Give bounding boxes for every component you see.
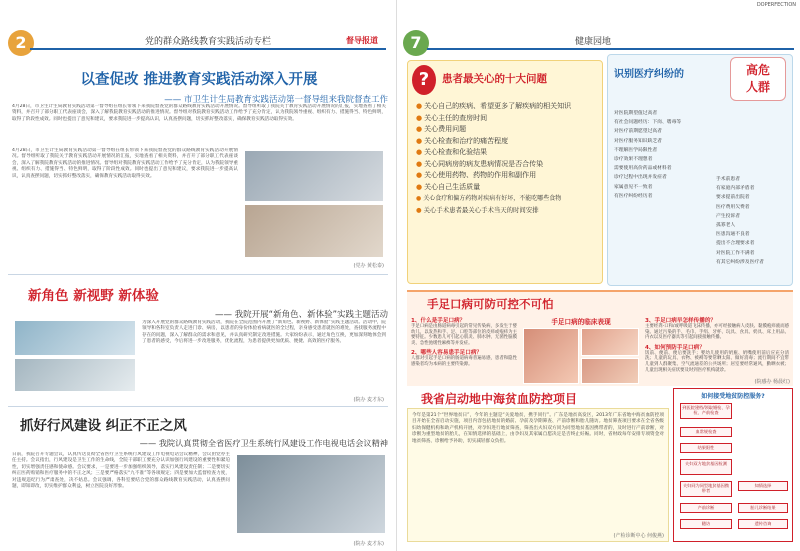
page-number: 7 bbox=[403, 30, 429, 56]
article-3-subtitle: —— 我院认真贯彻全省医疗卫生系统行风建设工作电视电话会议精神 bbox=[139, 438, 388, 448]
article-3 bbox=[10, 414, 388, 449]
risk-title: 识别医疗纠纷的 bbox=[614, 69, 684, 80]
column-tag: 督导报道 bbox=[346, 36, 378, 45]
flow-step: 血常规检查 bbox=[680, 427, 732, 437]
hfmd-title: 手足口病可防可控不可怕 bbox=[427, 297, 554, 311]
brand-mark: DOPERFECTION bbox=[756, 2, 796, 8]
risk-list-2: 手术前患者 有家庭内部矛盾者 要求提前出院者 医疗费用欠费者 产生投诉者 孤寡老人 医患沟通不良者 提出不合理要求者 对医院工作不满者 有其它纠纷涉及医疗者 bbox=[716, 177, 764, 265]
hfmd-photo-mouth bbox=[523, 328, 579, 384]
hfmd-photo-caption: 手足口病的临床表现 bbox=[551, 318, 611, 326]
top10-item: ● 关心检查和治疗的痛苦程度 bbox=[416, 136, 509, 145]
article-1-photo-1 bbox=[244, 150, 384, 202]
article-1-sign: (党办 黄松泰) bbox=[353, 263, 384, 269]
page-number: 2 bbox=[8, 30, 34, 56]
top10-item: ● 关心费用问题 bbox=[416, 125, 467, 133]
right-page bbox=[399, 0, 800, 551]
flow-step: 夫妇双方地贫基因检测 bbox=[680, 459, 732, 475]
flow-step: 结果阳性 bbox=[680, 443, 732, 453]
hfmd-sign: (院感办 杨晨红) bbox=[754, 379, 790, 385]
top10-item: ● 关心自己的疾病、希望更多了解疾病的相关知识 bbox=[416, 102, 572, 110]
question-icon: ? bbox=[412, 65, 436, 95]
article-2-photo-2 bbox=[14, 358, 136, 392]
flow-step: 随访 bbox=[680, 519, 732, 529]
top10-list bbox=[416, 101, 602, 216]
article-2-photo-1 bbox=[14, 320, 136, 356]
top10-item: ● 关心同病房的病友患病情况是否合传染 bbox=[416, 159, 544, 168]
hfmd-left-col: 1、什么是手足口病？ 手足口病是由肠道病毒引起的常见传染病，多发生于婴幼儿，以发热和手、足、口腔等部位的皮疹或疱疹为主要特征。少数患儿可引起心肌炎、肺水肿、无菌性脑膜炎、急性弛缓性麻痹等并发症。 2、哪些人容易患手足口病？ 人群对引起手足口病的肠道病毒普遍易感，患者和隐性感染者均为本病的主要传染源。 bbox=[411, 318, 517, 367]
article-1-photo-2 bbox=[244, 204, 384, 258]
top10-item: ● 关心食疗和偏方药物对疾病有好坏，不能吃哪些食物 bbox=[416, 195, 562, 202]
left-page bbox=[0, 0, 397, 551]
anemia-body: 今年是第21个“世界地贫日”，今年的主题是“关爱地贫，携手同行”。广东是地贫高发区，2013年广东省地中海贫血防控项目开始在全省启动实施，项目内容包括地贫的婚前、孕前及孕期筛查、产前诊断和胎儿随访。地贫筛查项目要求在全省各级妇幼保健机构和助产机构开展，对孕妇进行地贫筛查，筛查出夫妇双方同为同型地贫基因携带者的，及时进行产前诊断，对诊断为重型地贫的胎儿，在知情选择的基础上，由孕妇及其家属自愿决定是否终止妊娠。同时，省财政每年安排专项资金对地贫筛查、诊断给予补助，切实减轻群众负担。 bbox=[412, 413, 664, 444]
article-1 bbox=[10, 68, 388, 105]
article-1-lead: 4月28日，市卫生计生局教育实践活动第一督导组在组长带领下来我院督查党的群众路线教育实践活动开展情况。督导组听取了我院关于教育实践活动开展情况的汇报，实地查看了相关资料，并召开了部分职工代表座谈会，深入了解我院教育实践活动的推进情况。督导组对我院教育实践活动工作给予了充分肯定，认为我院领导重视、组织有力、措施得当、特色鲜明，取得了阶段性成效。同时也提出了意见和建议，要求我院进一步提高认识，认真查摆问题，切实抓好整改落实，确保教育实践活动取得实效。 bbox=[12, 104, 386, 122]
anemia-text-panel bbox=[407, 408, 669, 542]
risk-badge: 高危 人群 bbox=[730, 57, 786, 101]
hfmd-right-col: 3、手足口病早怎样传播的？ 主要经粪-口和/或呼吸道飞沫传播，亦可经接触病人皮肤、黏膜疱疹液而感染。通过污染的手、毛巾、手绢、牙杯、玩具、食具、奶具、床上用品、内衣以及医疗器具等引起间接接触传播。 4、如何预防手足口病？ 饭前、便前、便后要洗手；婴幼儿使用的奶瓶、奶嘴使用前后应充分清洗；儿童的玩具、衣物、被褥等要常晒太阳、做好消毒；流行期间不宜带儿童到人群聚集、空气流通差的公共场所；居室要经常通风，勤晒衣被；儿童出现相关症状要及时到医疗机构就诊。 bbox=[645, 318, 789, 373]
article-3-body: 日前，我院召开专题会议，认真传达贯彻全省医疗卫生系统行风建设工作电视电话会议精神，会议由党办主任主持。会议指出，行风建设是卫生工作的生命线，全院干部职工要充分认识加强行风建设的重要性和紧迫性，切实增强责任感和使命感。会议要求，一是要进一步加强组织领导，落实行风建设责任制；二是要切实纠正医药购销和医疗服务中的不正之风；三是要严格落实“九不准”等各项规定；四是要加大监督检查力度，对违规违纪行为严肃查处，决不姑息。会议强调，各科室要结合党的群众路线教育实践活动，认真查摆问题，即知即改，切实维护群众利益，树立医院良好形象。 bbox=[12, 452, 230, 490]
hfmd-photo-foot bbox=[581, 358, 639, 384]
flow-step: 胎儿诊断结果 bbox=[738, 503, 788, 513]
top10-item: ● 关心手术患者最关心手术当天的时间安排 bbox=[416, 205, 539, 214]
flow-step: 夫妇同为同型地贫基因携带者 bbox=[680, 481, 732, 497]
top10-item: ● 关心检查和化验结果 bbox=[416, 148, 488, 156]
flow-step: 产前诊断 bbox=[680, 503, 732, 513]
anemia-flow-panel bbox=[673, 388, 793, 542]
article-2-subtitle: —— 我院开展“新角色、新体验”实践主题活动 bbox=[214, 310, 388, 320]
flow-step: 到医院建档/领取婚检、孕检、产前检查 bbox=[680, 403, 732, 419]
article-3-sign: (院办 麦才东) bbox=[353, 541, 384, 547]
article-1-body: 4月28日，市卫生计生局教育实践活动第一督导组在组长带领下来我院督查党的群众路线教育实践活动开展情况。督导组听取了我院关于教育实践活动开展情况的汇报，实地查看了相关资料，并召开了部分职工代表座谈会，深入了解我院教育实践活动的推进情况。督导组对我院教育实践活动工作给予了充分肯定，认为我院领导重视、组织有力、措施得当、特色鲜明，取得了阶段性成效。同时也提出了意见和建议，要求我院进一步提高认识，认真查摆问题，切实抓好整改落实，确保教育实践活动取得实效。 bbox=[12, 148, 238, 179]
article-2-sign: (院办 麦才东) bbox=[353, 397, 384, 403]
article-3-title: 抓好行风建设 纠正不正之风 bbox=[20, 418, 187, 434]
article-2 bbox=[10, 284, 388, 320]
risk-list-1: 对医院期望值过高者 有社会问题经历：下岗、嗜毒等 对医疗前期愿望过高者 对医疗服务知识缺乏者 不理解医学局限性者 诊疗效果不理想者 需要使用高价药品或材料者 诊疗过程中出现并发症者 家属意见不一致者 有医疗纠纷经历者 bbox=[614, 111, 682, 199]
article-2-body: 为深入开展党的群众路线教育实践活动，我院在全院范围内开展了“新角色、新视野、新体验”实践主题活动。活动中，院领导和各科室负责人走进门诊、病房，以患者的身份体验看病就医的全过程，亲身感受患者就医的难处，查找服务流程中存在的问题，深入了解群众的需求和意见，并认真研究制定改进措施。大家纷纷表示，通过角色互换，更加深刻地体会到了患者的感受，今后将进一步改进服务，优化流程，为患者提供更加优质、便捷、高效的医疗服务。 bbox=[142, 320, 386, 345]
article-3-photo bbox=[236, 454, 386, 534]
column-title: 健康园地 bbox=[575, 37, 612, 47]
article-1-title: 以查促改 推进教育实践活动深入开展 bbox=[80, 72, 318, 88]
anemia-flow-title: 如何接受地贫防控服务? bbox=[701, 393, 765, 400]
hfmd-photo-hand bbox=[581, 328, 639, 356]
top10-item: ● 关心主任的查房时间 bbox=[416, 113, 488, 122]
top10-panel bbox=[407, 60, 603, 284]
flow-step: 知情选择 bbox=[738, 481, 788, 491]
column-title: 党的群众路线教育实践活动专栏 bbox=[145, 37, 272, 47]
top10-item: ● 关心自己生活质量 bbox=[416, 182, 481, 191]
right-header bbox=[399, 30, 800, 52]
anemia-sign: (产检诊断中心 何俊燕) bbox=[613, 533, 664, 539]
top10-item: ● 关心使用药物、药物的作用和副作用 bbox=[416, 171, 537, 179]
risk-panel bbox=[607, 54, 793, 286]
top10-title: 患者最关心的十大问题 bbox=[442, 73, 547, 85]
left-header bbox=[0, 30, 396, 52]
flow-step: 遗传咨询 bbox=[738, 519, 788, 529]
article-2-title: 新角色 新视野 新体验 bbox=[28, 288, 159, 304]
anemia-title: 我省启动地中海贫血防控项目 bbox=[421, 392, 578, 406]
article-1-subtitle: —— 市卫生计生局教育实践活动第一督导组来我院督查工作 bbox=[164, 95, 388, 105]
